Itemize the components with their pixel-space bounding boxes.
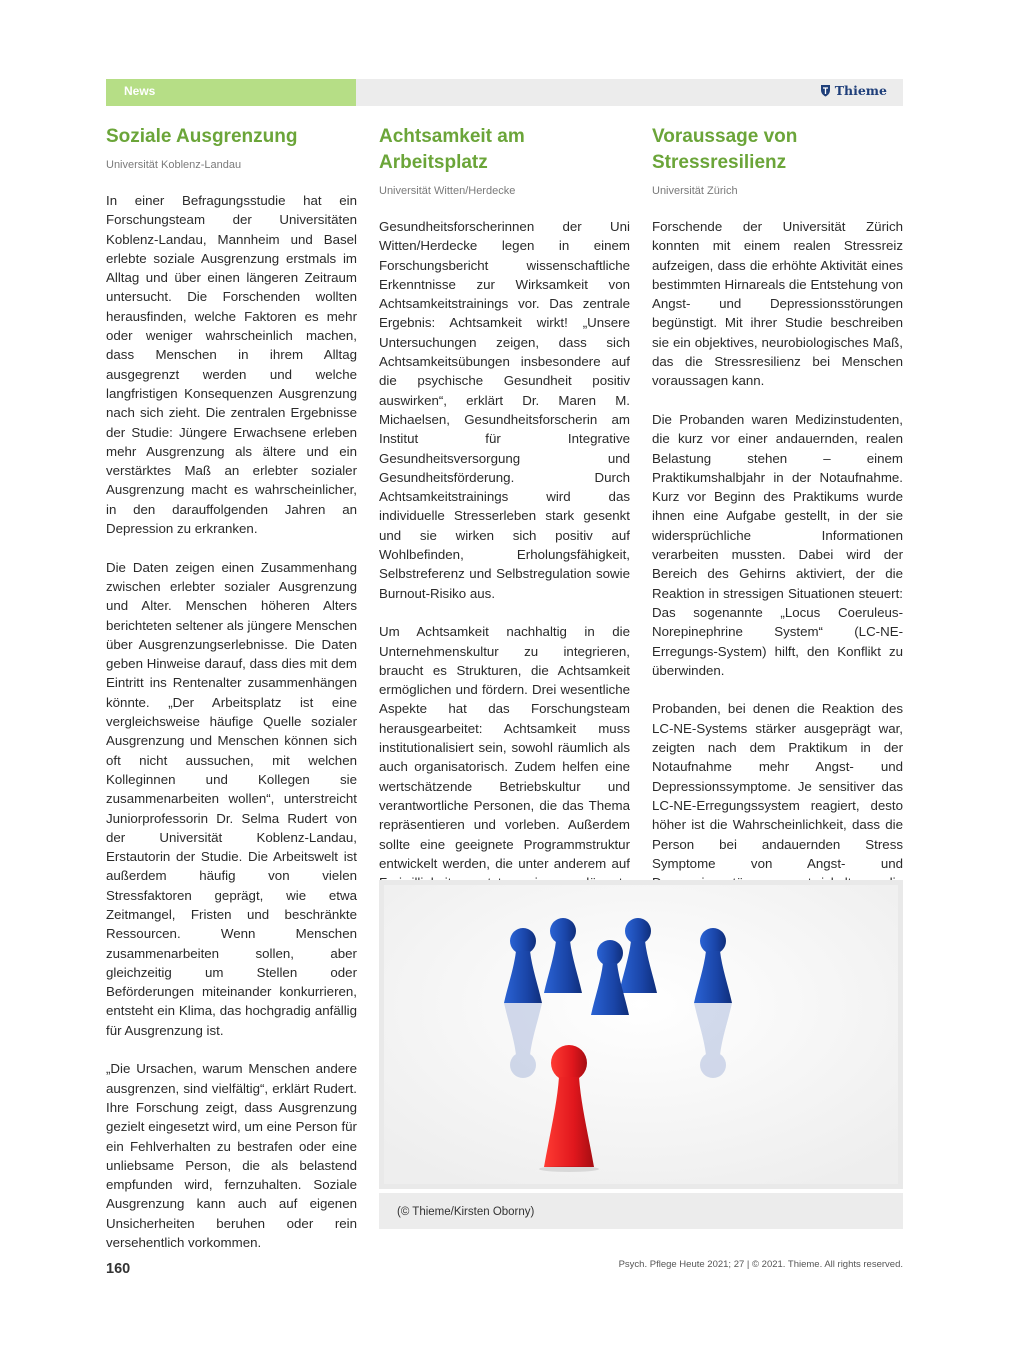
article-university: Universität Witten/Herdecke: [379, 185, 516, 197]
article-paragraph: Um Achtsamkeit nachhaltig in die Unternehmenskultur zu integrieren, braucht es Strukturen, die Achtsamkeit ermöglichen und fördern. Drei wesentliche Aspekte hat das Forschungsteam herausgearbeitet: Achtsamkeit muss institutionalisiert sein, sowohl räumlich als auch organisatorisch. Zudem helfen eine wertschätzende Betriebskultur und verantwortliche Personen, die das Thema repräsentieren und vorleben. Außerdem sollte eine geeignete Programmstruktur entwickelt werden, die unter anderem auf: [379, 624, 630, 871]
article-paragraph: Die Daten zeigen einen Zusammenhang zwischen erlebter sozialer Ausgrenzung und Alter. Menschen höheren Alters berichteten seltener als jüngere Menschen über Ausgrenzungserlebnisse. Die Daten geben Hinweise darauf, dass dies mit dem Eintritt ins Rentenalter zusammenhängen könnte. „Der Arbeitsplatz ist eine vergleichsweise häufige Quelle sozialer Ausgrenzung und Menschen können sich oft nicht aussuchen, mit welchen Kolleginnen und Kollegen sie zusammenarbeiten wollen“, unterstreicht Juniorprofessorin Dr. Selma Rudert von der Universität Koblenz-Landau, Erstautorin der Studie. Die Arbeitswelt ist außerdem häufig von vielen Stressfaktoren geprägt, wie etwa Zeitmangel, Fristen und beschränkte Ressourcen. Wenn Menschen zusammenarbeiten sollen, aber gleichzeitig um Stellen oder Beförderungen miteinander konkurrieren, entsteht ein Klima, das hochgradig anfällig für Ausgrenzung ist.: [106, 559, 357, 1038]
article-achtsamkeit: [379, 124, 630, 970]
photo-caption: [379, 1193, 903, 1229]
article-title: Soziale Ausgrenzung: [106, 126, 298, 147]
photo-frame: [384, 885, 898, 1184]
brand-name: Thieme: [834, 83, 887, 98]
article-paragraph: Die Probanden waren Medizinstudenten, die kurz vor einer andauernden, realen Belastung stehen – einem Praktikumshalbjahr in der Notaufnahme. Kurz vor Beginn des Praktikums wurde ihnen eine Aufgabe gestellt, in der sie widersprüchliche Informationen verarbeiten mussten. Dabei wird der Bereich des Gehirns aktiviert, der die Reaktion in stressigen Situationen steuert: Das sogenannte „Locus Coeruleus-Norepinephrine System“ (LC-NE-Erregungs-System) hilft, den Konflikt zu überwinden.: [652, 411, 903, 678]
article-paragraph: Forschende der Universität Zürich konnten mit einem realen Stressreiz aufzeigen, dass die erhöhte Aktivität eines bestimmten Hirnareals die Entstehung von Angst- und Depressionsstörungen begünstigt. Mit ihrer Studie beschreiben sie ein objektives, neurobiologisches Maß, das die Stressresilienz bei Menschen voraussagen kann.: [652, 219, 903, 389]
thieme-shield-icon: [820, 84, 831, 97]
page-number: 160: [106, 1261, 131, 1277]
section-label-text: News: [124, 84, 156, 98]
section-label: [106, 79, 356, 106]
article-university: Universität Zürich: [652, 185, 738, 197]
article-stressresilienz: [652, 124, 903, 931]
article-title: Voraussage von Stressresilienz: [652, 126, 798, 173]
header-bar: [106, 79, 903, 106]
article-photo: [379, 880, 903, 1189]
article-soziale-ausgrenzung: [106, 124, 357, 1272]
photo-caption-text: (© Thieme/Kirsten Oborny): [397, 1206, 535, 1218]
article-title: Achtsamkeit am Arbeitsplatz: [379, 126, 525, 173]
footer-citation: Psych. Pflege Heute 2021; 27 | © 2021. Thieme. All rights reserved.: [618, 1259, 903, 1270]
article-paragraph: „Die Ursachen, warum Menschen andere ausgrenzen, sind vielfältig“, erklärt Rudert. Ihre Forschung zeigt, dass Ausgrenzung gezielt eingesetzt wird, um eine Person für ein Fehlverhalten zu bestrafen oder eine unliebsame Person, die als belastend empfunden wird, fernzuhalten. Soziale Ausgrenzung kann auch auf eigenen Unsicherheiten beruhen oder rein versehentlich vorkommen.: [106, 1061, 357, 1251]
brand-logo: [820, 83, 887, 98]
article-paragraph: Probanden, bei denen die Reaktion des LC-NE-Systems stärker ausgeprägt war, zeigten nach dem Praktikum in der Notaufnahme mehr Angst- und Depressionssymptome. Je sensitiver das LC-NE-Erregungssystem reagiert, desto höher ist die Wahrscheinlichkeit, dass die Person bei andauernden Stress Symptome von Angst- und: [652, 701, 903, 871]
article-university: Universität Koblenz-Landau: [106, 159, 242, 171]
article-paragraph: In einer Befragungsstudie hat ein Forschungsteam der Universitäten Koblenz-Landau, Mannheim und Basel erlebte soziale Ausgrenzung erstmals im Alltag und über einen längeren Zeitraum untersucht. Die Forschenden wollten herausfinden, welche Faktoren es mehr oder weniger wahrscheinlich machen, dass Menschen in ihrem Alltag ausgegrenzt werden und welche langfristigen Konsequenzen Ausgrenzung nach sich zieht. Die zentralen Ergebnisse der Studie: Jüngere Erwachsene erleben mehr Ausgrenzung als ältere und ein verstärktes Maß an erlebter sozialer Ausgrenzung macht es wahrscheinlicher, in den darauffolgenden Jahren an Depression zu erkranken.: [106, 193, 357, 537]
article-paragraph: Gesundheitsforscherinnen der Uni Witten/Herdecke legen in einem Forschungsbericht wissenschaftliche Erkenntnisse zur Wirksamkeit von Achtsamkeitstrainings vor. Das zentrale Ergebnis: Achtsamkeit wirkt! „Unsere Untersuchungen zeigen, dass sich Achtsamkeitsübungen insbesondere auf die psychische Gesundheit positiv auswirken“, erklärt Dr. Maren M. Michaelsen, Gesundheitsforscherin am Institut für Integrative Gesundheitsversorgung und Gesundheitsförderung. Durch Achtsamkeitstrainings wird das individuelle Stresserleben stark gesenkt und sie wirken sich positiv auf Wohlbefinden, Erholungsfähigkeit, Selbstreferenz und Selbstregulation sowie Burnout-Risiko aus.: [379, 219, 630, 601]
game-pieces-image: [384, 885, 898, 1184]
